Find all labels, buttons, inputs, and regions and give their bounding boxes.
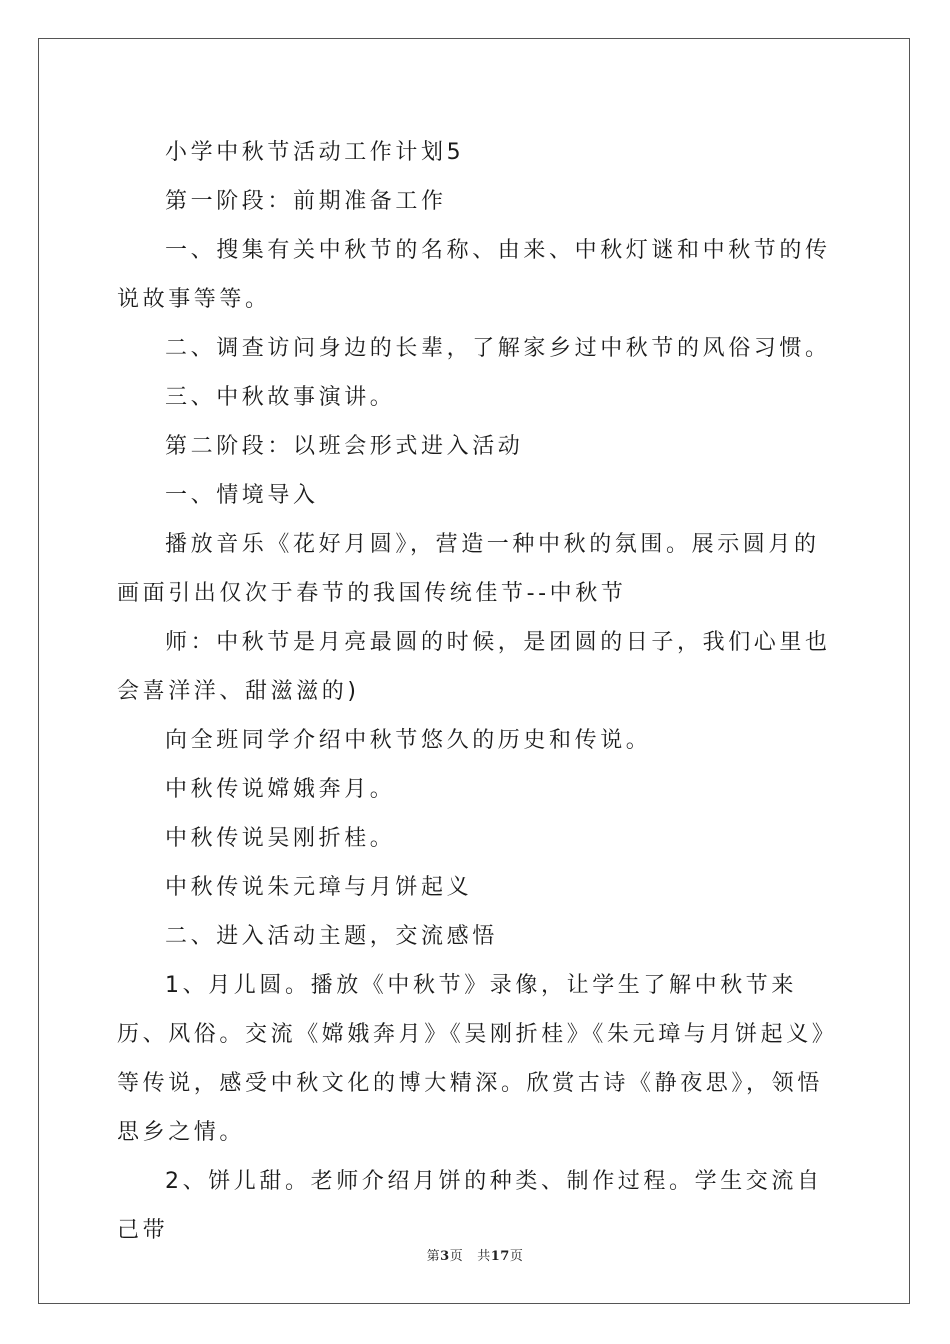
page-total: 共17页 (477, 1249, 524, 1264)
document-title: 小学中秋节活动工作计划5 (165, 140, 465, 165)
paragraph: 一、搜集有关中秋节的名称、由来、中秋灯谜和中秋节的传说故事等等。 (117, 238, 831, 312)
paragraph: 播放音乐《花好月圆》，营造一种中秋的氛围。展示圆月的画面引出仅次于春节的我国传统佳节--中秋节 (117, 532, 820, 606)
page-footer (0, 1245, 950, 1264)
paragraph: 中秋传说嫦娥奔月。 (165, 777, 396, 802)
subheading: 二、进入活动主题，交流感悟 (165, 924, 498, 949)
paragraph: 三、中秋故事演讲。 (165, 385, 396, 410)
paragraph: 向全班同学介绍中秋节悠久的历史和传说。 (165, 728, 652, 753)
paragraph: 师：中秋节是月亮最圆的时候，是团圆的日子，我们心里也会喜洋洋、甜滋滋的) (117, 630, 831, 704)
page-number: 第3页 (426, 1249, 464, 1264)
paragraph: 2、饼儿甜。老师介绍月饼的种类、制作过程。学生交流自己带 (117, 1169, 823, 1243)
subheading: 一、情境导入 (165, 483, 319, 508)
section-heading-phase-two: 第二阶段：以班会形式进入活动 (165, 434, 524, 459)
document-body (117, 128, 833, 1255)
paragraph: 1、月儿圆。播放《中秋节》录像，让学生了解中秋节来历、风俗。交流《嫦娥奔月》《吴刚折桂》《朱元璋与月饼起义》等传说，感受中秋文化的博大精深。欣赏古诗《静夜思》，领悟思乡之情。 (117, 973, 827, 1145)
paragraph: 中秋传说吴刚折桂。 (165, 826, 396, 851)
section-heading-phase-one: 第一阶段：前期准备工作 (165, 189, 447, 214)
paragraph: 中秋传说朱元璋与月饼起义 (165, 875, 473, 900)
paragraph: 二、调查访问身边的长辈，了解家乡过中秋节的风俗习惯。 (165, 336, 831, 361)
